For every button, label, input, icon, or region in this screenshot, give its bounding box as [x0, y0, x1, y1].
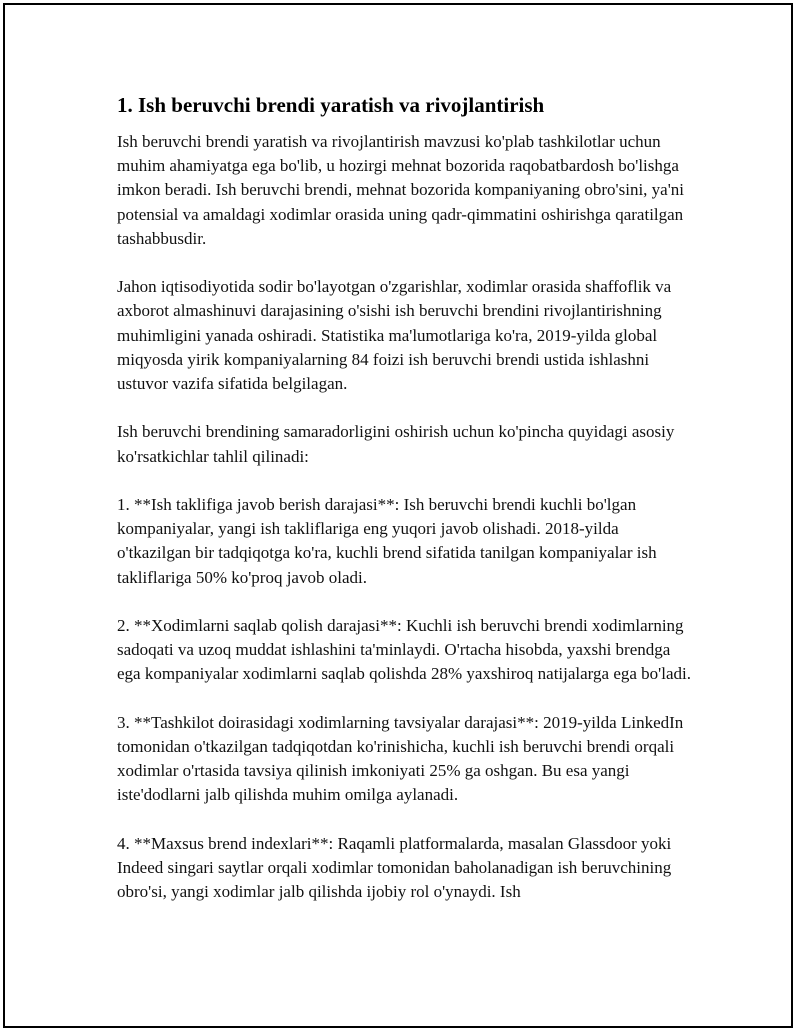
list-item-brand-indexes: 4. **Maxsus brend indexlari**: Raqamli platformalarda, masalan Glassdoor yoki Indeed singari saytlar orqali xodimlar tomonidan baholanadigan ish beruvchining obro'si, yangi xodimlar jalb qilishda ijobiy rol o'ynaydi. Ish: [117, 833, 672, 902]
document-body: [117, 92, 692, 929]
list-item-referral-rate: 3. **Tashkilot doirasidagi xodimlarning tavsiyalar darajasi**: 2019-yilda LinkedIn tomonidan o'tkazilgan tadqiqotdan ko'rinishicha, kuchli ish beruvchi brendi orqali xodimlar o'rtasida tavsiya qilinish imkoniyati 25% ga oshgan. Bu esa yangi iste'dodlarni jalb qilishda muhim omilga aylanadi.: [117, 712, 684, 805]
paragraph-global-economy: Jahon iqtisodiyotida sodir bo'layotgan o'zgarishlar, xodimlar orasida shaffoflik va axborot almashinuvi darajasining o'sishi ish beruvchi brendini rivojlantirishning muhimligini yanada oshiradi. Statistika ma'lumotlariga ko'ra, 2019-yilda global miqyosda yirik kompaniyalarning 84 foizi ish beruvchi brendi ustida ishlashni ustuvor vazifa sifatida belgilagan.: [117, 277, 672, 394]
section-heading: 1. Ish beruvchi brendi yaratish va rivojlantirish: [117, 93, 545, 117]
paragraph-intro: Ish beruvchi brendi yaratish va rivojlantirish mavzusi ko'plab tashkilotlar uchun muhim ahamiyatga ega bo'lib, u hozirgi mehnat bozorida raqobatbardosh bo'lishga imkon beradi. Ish beruvchi brendi, mehnat bozorida kompaniyaning obro'sini, ya'ni potensial va amaldagi xodimlar orasida uning qadr-qimmatini oshirishga qaratilgan tashabbusdir.: [117, 132, 684, 248]
list-item-retention-rate: 2. **Xodimlarni saqlab qolish darajasi**: Kuchli ish beruvchi brendi xodimlarning sadoqati va uzoq muddat ishlashini ta'minlaydi. O'rtacha hisobda, yaxshi brendga ega kompaniyalar xodimlarni saqlab qolishda 28% yaxshiroq natijalarga ega bo'ladi.: [117, 616, 691, 684]
list-item-response-rate: 1. **Ish taklifiga javob berish darajasi**: Ish beruvchi brendi kuchli bo'lgan kompaniyalar, yangi ish takliflariga eng yuqori javob olishadi. 2018-yilda o'tkazilgan bir tadqiqotga ko'ra, kuchli brend sifatida tanilgan kompaniyalar ish takliflariga 50% ko'proq javob oladi.: [117, 495, 657, 587]
paragraph-indicators-intro: Ish beruvchi brendining samaradorligini oshirish uchun ko'pincha quyidagi asosiy ko'rsatkichlar tahlil qilinadi:: [117, 422, 675, 466]
